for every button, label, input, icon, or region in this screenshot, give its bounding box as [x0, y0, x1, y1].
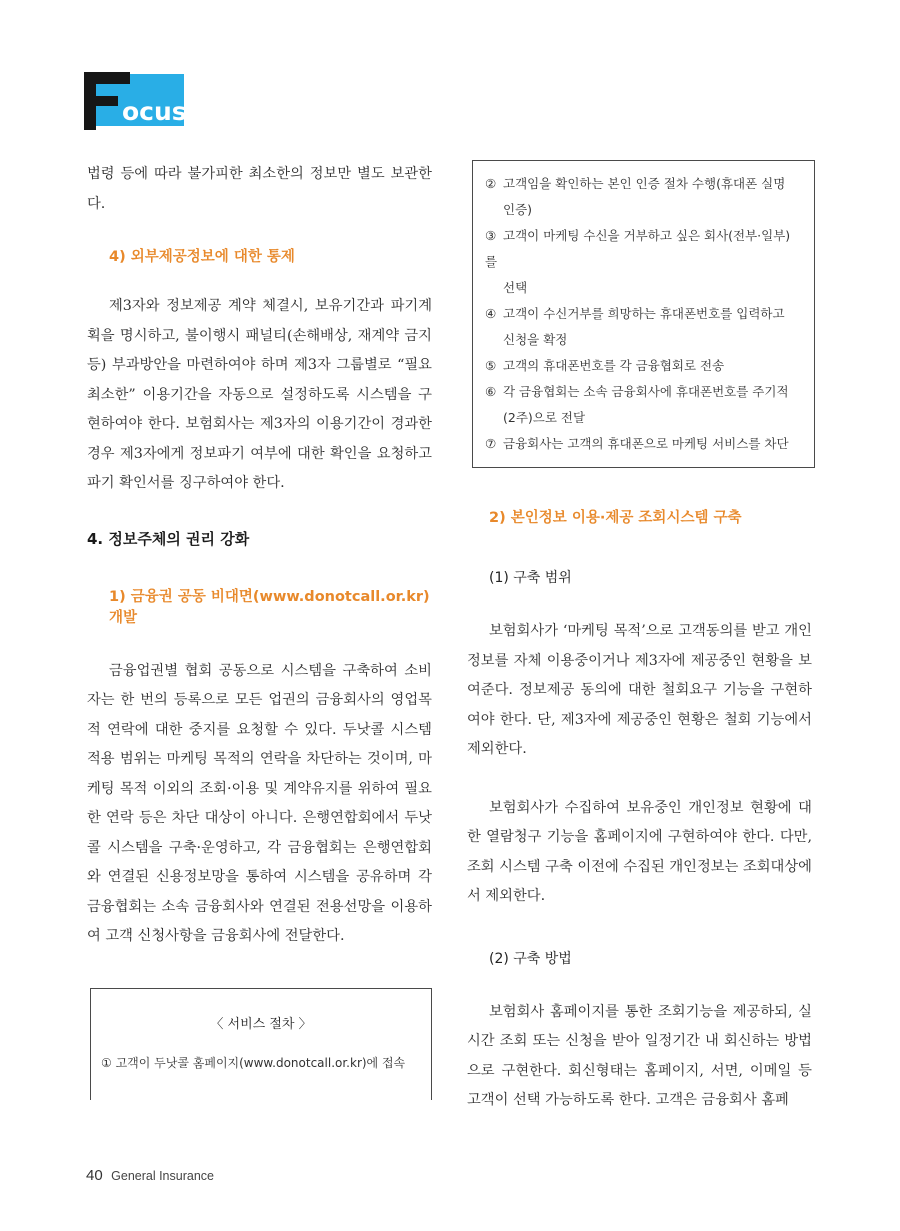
procedure-step: ⑥ 각 금융협회는 소속 금융회사에 휴대폰번호를 주기적 (2주)으로 전달 — [485, 384, 789, 425]
chapter-heading: 4. 정보주체의 권리 강화 — [87, 529, 250, 548]
publication-name: General Insurance — [111, 1169, 214, 1183]
logo-word: ocus — [122, 97, 187, 126]
procedure-step: ⑦ 금융회사는 고객의 휴대폰으로 마케팅 서비스를 차단 — [485, 436, 789, 451]
procedure-step: ③ 고객이 마케팅 수신을 거부하고 싶은 회사(전부·일부)를 선택 — [485, 228, 791, 295]
page-footer — [86, 1167, 214, 1185]
left-column — [87, 160, 432, 952]
procedure-step: ④ 고객이 수신거부를 희망하는 휴대폰번호를 입력하고 신청을 확정 — [485, 306, 785, 347]
page-number: 40 — [86, 1167, 103, 1184]
paragraph: 금융업권별 협회 공동으로 시스템을 구축하여 소비자는 한 번의 등록으로 모든 업권의 금융회사의 영업목적 연락에 대한 중지를 요청할 수 있다. 두낫콜 시스템 적용 범위는 마케팅 목적의 연락을 차단하는 것이며, 마케팅 목적 이외의 조회·이용 및 계약유지를 위하여 필요한 연락 등은 차단 대상이 아니다. 은행연합회에서 두낫콜 시스템을 구축·운영하고, 각 금융협회는 은행연합회와 연결된 신용정보망을 통하여 시스템을 공유하며 각 금융협회는 소속 금융회사와 연결된 전용선망을 이용하여 고객 신청사항을 금융회사에 전달한다. — [87, 662, 432, 944]
procedure-step: ① 고객이 두낫콜 홈페이지(www.donotcall.or.kr)에 접속 — [101, 1056, 406, 1070]
paragraph: 보험회사가 ‘마케팅 목적’으로 고객동의를 받고 개인정보를 자체 이용중이거나 제3자에 제공중인 현황을 보여준다. 정보제공 동의에 대한 철회요구 기능을 구현하여야 한다. 단, 제3자에 제공중인 현황은 철회 기능에서 제외한다. — [467, 623, 812, 757]
paragraph: 법령 등에 따라 불가피한 최소한의 정보만 별도 보관한다. — [87, 166, 432, 212]
focus-logo — [84, 72, 187, 130]
procedure-step: ⑤ 고객의 휴대폰번호를 각 금융협회로 전송 — [485, 358, 725, 373]
procedure-steps-box — [472, 160, 815, 468]
box-title: 〈 서비스 절차 〉 — [210, 1017, 312, 1032]
subsection-heading: (1) 구축 범위 — [489, 570, 572, 586]
right-column — [467, 160, 812, 1116]
subsection-heading: (2) 구축 방법 — [489, 950, 572, 967]
section-heading: 1) 금융권 공동 비대면(www.donotcall.or.kr) 개발 — [109, 588, 430, 626]
section-heading: 2) 본인정보 이용·제공 조회시스템 구축 — [489, 510, 742, 526]
procedure-step: ② 고객임을 확인하는 본인 인증 절차 수행(휴대폰 실명 인증) — [485, 176, 786, 217]
service-procedure-box — [90, 988, 432, 1100]
paragraph: 보험회사가 수집하여 보유중인 개인정보 현황에 대한 열람청구 기능을 홈페이지에 구현하여야 한다. 다만, 조회 시스템 구축 이전에 수집된 개인정보는 조회대상에서 제외한다. — [467, 799, 812, 904]
section-heading: 4) 외부제공정보에 대한 통제 — [109, 249, 295, 265]
paragraph: 보험회사 홈페이지를 통한 조회기능을 제공하되, 실시간 조회 또는 신청을 받아 일정기간 내 회신하는 방법으로 구현한다. 회신형태는 홈페이지, 서면, 이메일 등 고객이 선택 가능하도록 한다. 고객은 금융회사 홈페 — [467, 1003, 812, 1108]
paragraph: 제3자와 정보제공 계약 체결시, 보유기간과 파기계획을 명시하고, 불이행시 패널티(손해배상, 재계약 금지 등) 부과방안을 마련하여야 하며 제3자 그룹별로 “필요최소한” 이용기간을 자동으로 설정하도록 시스템을 구현하여야 한다. 보험회사는 제3자의 이용기간이 경과한 경우 제3자에게 정보파기 여부에 대한 확인을 요청하고 파기 확인서를 징구하여야 한다. — [87, 298, 432, 491]
